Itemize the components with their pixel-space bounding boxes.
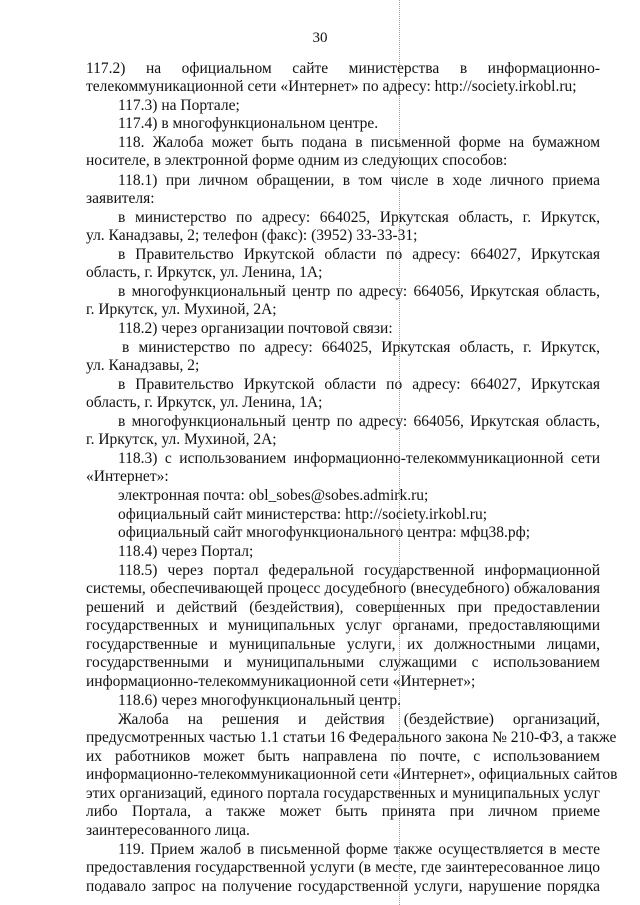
text-line: 118.1) при личном обращении, в том числе в ходе личного приема	[118, 172, 600, 189]
text-line: 118. Жалоба может быть подана в письменной форме на бумажном	[118, 134, 600, 151]
text-line: предусмотренных частью 1.1 статьи 16 Федерального закона № 210-ФЗ, а также	[86, 729, 617, 746]
text-line: ул. Канадзавы, 2; телефон (факс): (3952) 33-33-31;	[86, 227, 418, 244]
text-line: 118.6) через многофункциональный центр.	[118, 692, 402, 709]
text-line: их работников может быть направлена по почте, с использованием	[86, 748, 600, 765]
text-line: в министерство по адресу: 664025, Иркутская область, г. Иркутск,	[118, 209, 600, 226]
text-line: в Правительство Иркутской области по адресу: 664027, Иркутская	[118, 376, 600, 393]
text-line: 118.3) с использованием информационно-телекоммуникационной сети	[118, 450, 600, 467]
text-line: телекоммуникационной сети «Интернет» по адресу: http://society.irkobl.ru;	[86, 78, 577, 95]
text-line: Жалоба на решения и действия (бездействие) организаций,	[118, 711, 600, 728]
text-line: системы, обеспечивающей процесс досудебного (внесудебного) обжалования	[86, 580, 600, 597]
text-line: «Интернет»:	[86, 468, 169, 485]
text-line: электронная почта: obl_sobes@sobes.admirk.ru;	[118, 487, 429, 504]
text-line: заявителя:	[86, 190, 155, 207]
text-line: в многофункциональный центр по адресу: 664056, Иркутская область,	[118, 413, 600, 430]
text-line: государственными и муниципальными служащими с использованием	[86, 654, 600, 671]
text-line: ул. Канадзавы, 2;	[86, 357, 200, 374]
text-line: информационно-телекоммуникационной сети «Интернет», официальных сайтов	[86, 766, 618, 783]
text-line: решений и действий (бездействия), совершенных при предоставлении	[86, 599, 600, 616]
text-line: область, г. Иркутск, ул. Ленина, 1А;	[86, 264, 323, 281]
text-line: 118.5) через портал федеральной государственной информационной	[118, 562, 600, 579]
text-line: официальный сайт многофункционального центра: мфц38.рф;	[118, 524, 531, 541]
text-line: 118.2) через организации почтовой связи:	[118, 320, 393, 337]
page-number: 30	[312, 30, 328, 46]
text-line: предоставления государственной услуги (в месте, где заинтересованное лицо	[86, 859, 600, 876]
text-line: этих организаций, единого портала государственных и муниципальных услуг	[86, 785, 600, 802]
text-line: официальный сайт министерства: http://society.irkobl.ru;	[118, 506, 487, 523]
text-line: государственных и муниципальных услуг органами, предоставляющими	[86, 617, 600, 634]
text-line: 119. Прием жалоб в письменной форме также осуществляется в месте	[118, 841, 600, 858]
text-line: подавало запрос на получение государственной услуги, нарушение порядка	[86, 878, 600, 895]
text-line: в министерство по адресу: 664025, Иркутская область, г. Иркутск,	[122, 339, 600, 356]
text-line: 117.2) на официальном сайте министерства в информационно-	[86, 60, 600, 77]
text-line: область, г. Иркутск, ул. Ленина, 1А;	[86, 394, 323, 411]
text-line: г. Иркутск, ул. Мухиной, 2А;	[86, 431, 277, 448]
text-line: 117.3) на Портале;	[118, 97, 240, 114]
text-line: в Правительство Иркутской области по адресу: 664027, Иркутская	[118, 246, 600, 263]
text-line: государственные и муниципальные услуги, их должностными лицами,	[86, 636, 600, 653]
text-line: информационно-телекоммуникационной сети «Интернет»;	[86, 673, 476, 690]
text-line: либо Портала, а также может быть принята при личном приеме	[86, 803, 600, 820]
text-line: носителе, в электронной форме одним из следующих способов:	[86, 152, 508, 169]
text-line: г. Иркутск, ул. Мухиной, 2А;	[86, 301, 277, 318]
text-line: в многофункциональный центр по адресу: 664056, Иркутская область,	[118, 283, 600, 300]
text-line: 117.4) в многофункциональном центре.	[118, 115, 379, 132]
text-line: 118.4) через Портал;	[118, 543, 254, 560]
text-line: заинтересованного лица.	[86, 822, 250, 839]
